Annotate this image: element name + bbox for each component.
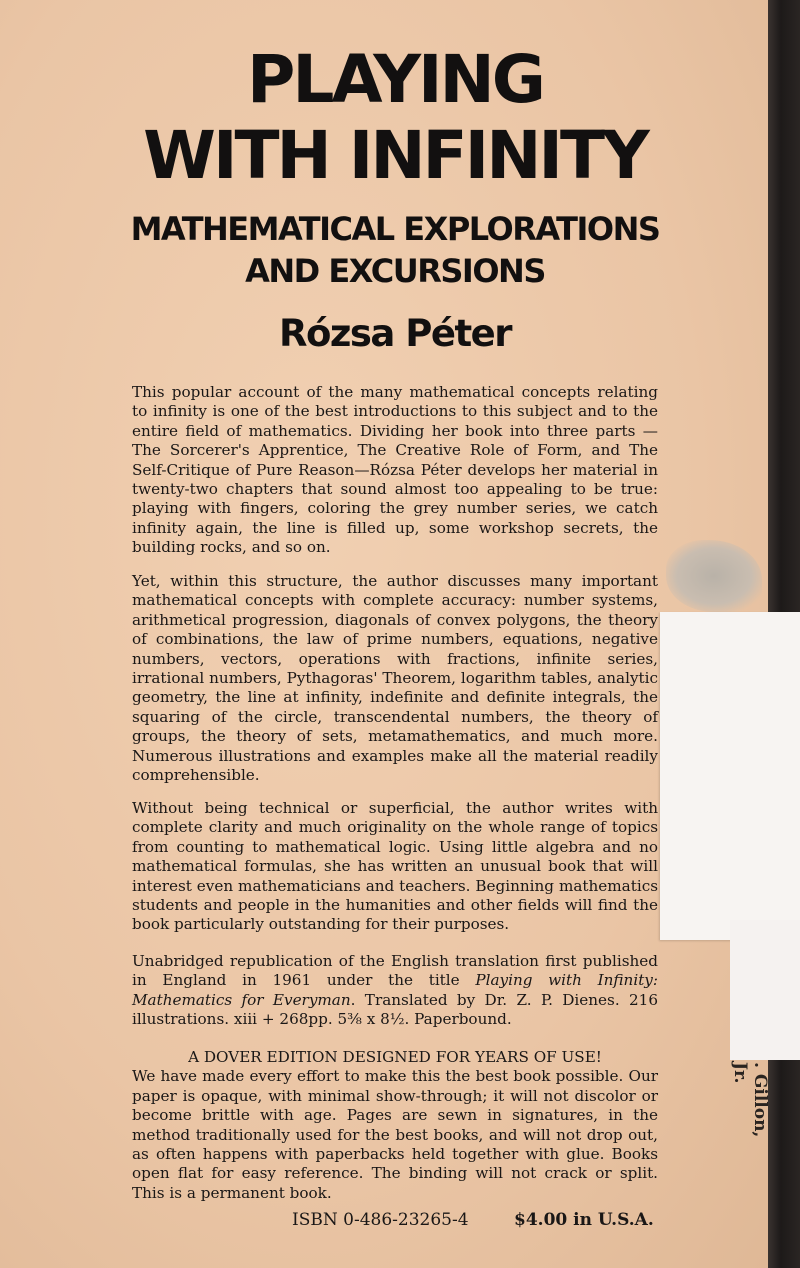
spine-label-text: . Gillon, Jr. <box>730 1062 770 1138</box>
description-paragraph-2: Yet, within this structure, the author discusses many important mathematical concepts with complete accuracy: number systems, arithmetical progression, diagonals of convex polygons, the theory of combinations, the law of prime numbers, equations, negative numbers, vectors, operations with fractions, infinite series, irrational numbers, Pythagoras' Theorem, logarithm tables, analytic geometry, the line at infinity, indefinite and definite integrals, the squaring of the circle, transcendental numbers, the theory of groups, the theory of sets, metamathematics, and much more. Numerous illustrations and examples make all the material readily comprehensible. <box>132 572 658 785</box>
republication-tail: . Translated by Dr. Z. P. Dienes. 216 illustrations. xiii + 268pp. 5⅜ x 8½. Paperbound. <box>132 990 658 1029</box>
description-paragraph-1: This popular account of the many mathematical concepts relating to infinity is one of the best introductions to this subject and to the entire field of mathematics. Dividing her book into three parts —The Sorcerer's Apprentice, The Creative Role of Form, and The Self-Critique of Pure Reason—Rózsa Péter develops her material in twenty-two chapters that sound almost too appealing to be true: playing with fingers, coloring the grey number series, we catch infinity again, the line is filled up, some workshop secrets, the building rocks, and so on. <box>132 383 658 557</box>
republication-note <box>132 952 658 1030</box>
price-amount: $4.00 <box>514 1210 568 1230</box>
republication-lead: Unabridged republication of the English translation first published in England in 1961 under the title <box>132 952 658 990</box>
book-subtitle-line2: AND EXCURSIONS <box>245 252 545 290</box>
library-sticker-lower <box>730 920 800 1060</box>
original-title: Playing with Infinity: Mathematics for Everyman <box>132 971 658 1009</box>
book-subtitle-line1: MATHEMATICAL EXPLORATIONS <box>130 210 660 248</box>
book-author: Rózsa Péter <box>278 312 512 355</box>
book-title-line1: PLAYING <box>247 41 543 118</box>
dover-heading: A DOVER EDITION DESIGNED FOR YEARS OF USE! <box>188 1048 602 1066</box>
description-paragraph-3: Without being technical or superficial, the author writes with complete clarity and much originality on the whole range of topics from counting to mathematical logic. Using little algebra and no mathematical formulas, she has written an unusual book that will interest even mathematicians and teachers. Beginning mathematics students and people in the humanities and other fields will find the book particularly outstanding for their purposes. <box>132 799 658 934</box>
price-suffix: in U.S.A. <box>567 1210 654 1230</box>
dover-body: We have made every effort to make this the best book possible. Our paper is opaque, with minimal show-through; it will not discolor or become brittle with age. Pages are sewn in signatures, in the method traditionally used for the best books, and will not drop out, as often happens with paperbacks held together with glue. Books open flat for easy reference. The binding will not crack or split. This is a permanent book. <box>132 1067 658 1202</box>
price <box>514 1210 654 1230</box>
library-sticker <box>660 612 800 940</box>
dover-statement <box>132 1048 658 1203</box>
book-title-line2: WITH INFINITY <box>143 117 647 194</box>
isbn: ISBN 0-486-23265-4 <box>292 1210 469 1230</box>
